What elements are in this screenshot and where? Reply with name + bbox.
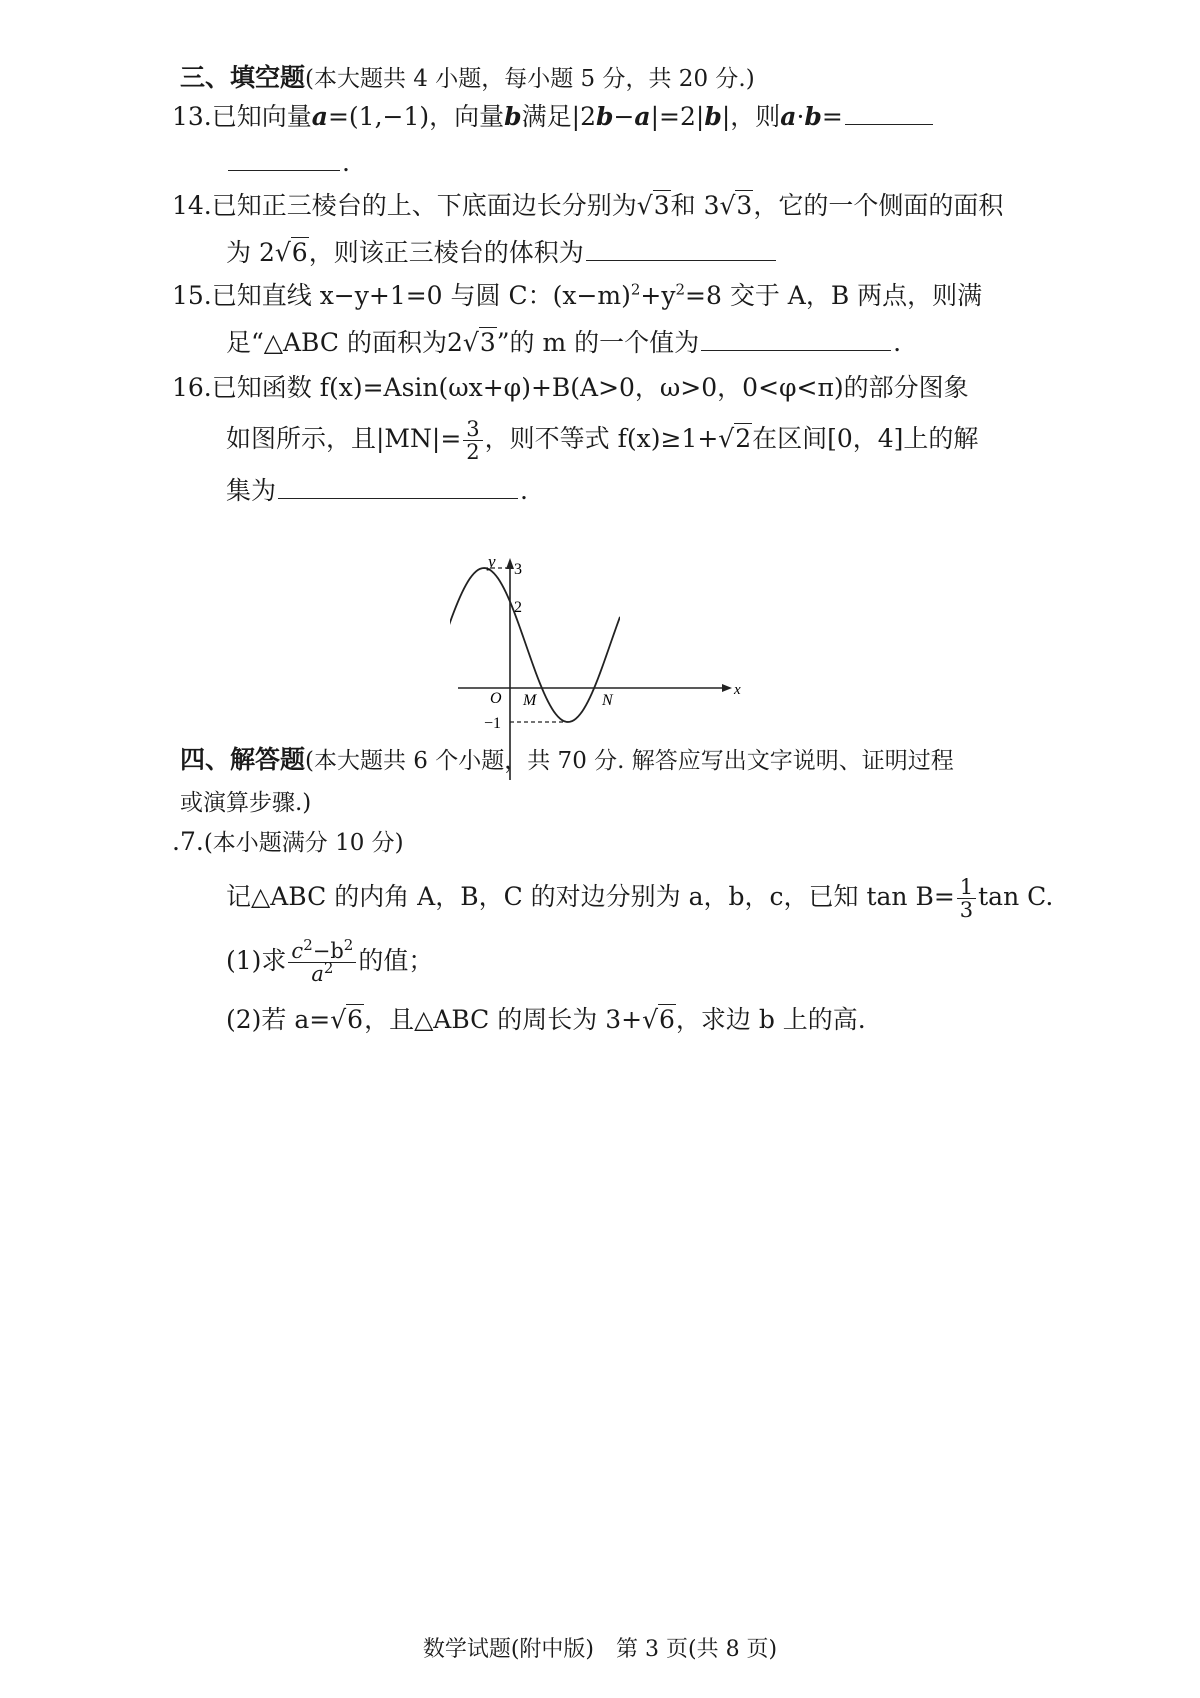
q13-line2: .	[226, 142, 1076, 183]
q13-line1: 13.已知向量a=(1,−1)，向量b满足|2b−a|=2|b|，则a·b=	[172, 96, 1022, 137]
q17-header	[172, 822, 1022, 863]
x-axis-arrow	[722, 684, 732, 692]
q14-line2: 为 2√6，则该正三棱台的体积为	[226, 232, 1076, 273]
origin-label: O	[490, 690, 502, 707]
x-axis-label: x	[734, 682, 741, 698]
section3-header	[180, 58, 1030, 99]
section3-title: 三、填空题	[180, 63, 306, 92]
tick-label-2: 2	[514, 599, 522, 616]
q14-number: 14.	[172, 191, 212, 220]
section4-header-line2	[180, 782, 1030, 823]
y-axis-label: y	[488, 555, 496, 571]
q15-number: 15.	[172, 281, 212, 310]
page-footer: 数学试题(附中版) 第 3 页(共 8 页)	[422, 1637, 778, 1662]
q16-line1: 16.已知函数 f(x)=Asin(ωx+φ)+B(A>0，ω>0，0<φ<π)的部分图象	[172, 373, 969, 402]
section4-note-1: (本大题共 6 个小题，共 70 分. 解答应写出文字说明、证明过程	[305, 748, 954, 774]
section4-note-2: 或演算步骤.)	[180, 790, 312, 816]
point-n-label: N	[602, 692, 613, 709]
q14-line1: 14.已知正三棱台的上、下底面边长分别为√3和 3√3，它的一个侧面的面积	[172, 191, 1004, 220]
section4-header	[180, 740, 1030, 781]
q17-number: .7.	[172, 827, 204, 856]
tick-label-neg1: −1	[484, 715, 502, 732]
q13-answer-blank-1	[845, 96, 933, 125]
q16-line3: 集为 .	[226, 470, 1076, 511]
q17-score: (本小题满分 10 分)	[203, 830, 404, 856]
y-axis-arrow	[506, 558, 514, 569]
q17-part1: (1)求 $\frac{c^2-b^2}{a^2}$ 的值；	[226, 936, 434, 986]
q17-fraction: $\frac{1}{3}$	[957, 876, 976, 921]
section4-title: 四、解答题	[180, 745, 306, 774]
q16-answer-blank	[278, 470, 518, 499]
q16-fraction: $\frac{3}{2}$	[463, 418, 482, 463]
q16-number: 16.	[172, 373, 212, 402]
q17-part2: (2)若 a=√6，且△ABC 的周长为 3+√6，求边 b 上的高.	[226, 1005, 866, 1034]
q17-stem: 记△ABC 的内角 A，B，C 的对边分别为 a，b，c，已知 tan B= $\frac{1}{3}$ tan C.	[226, 875, 1054, 922]
q13-number: 13.	[172, 102, 212, 131]
point-m-label: M	[523, 692, 537, 709]
q13-answer-blank-2	[228, 142, 340, 171]
q15-line2: 足“△ABC 的面积为2√3”的 m 的一个值为 .	[226, 322, 1076, 363]
tick-label-3: 3	[514, 561, 522, 578]
q16-line2: 如图所示，且|MN|= $\frac{3}{2}$ ，则不等式 f(x)≥1+√2在区间[0，4]上的解	[226, 417, 979, 464]
section3-note: (本大题共 4 小题，每小题 5 分，共 20 分.)	[305, 66, 755, 92]
q14-answer-blank	[586, 232, 776, 261]
q15-answer-blank	[701, 322, 891, 351]
q15-line1: 15.已知直线 x−y+1=0 与圆 C：$(x-m)^2+y^2=8$ 交于 A，B 两点，则满	[172, 280, 983, 310]
q17-part1-fraction: $\frac{c^2-b^2}{a^2}$	[288, 940, 356, 985]
